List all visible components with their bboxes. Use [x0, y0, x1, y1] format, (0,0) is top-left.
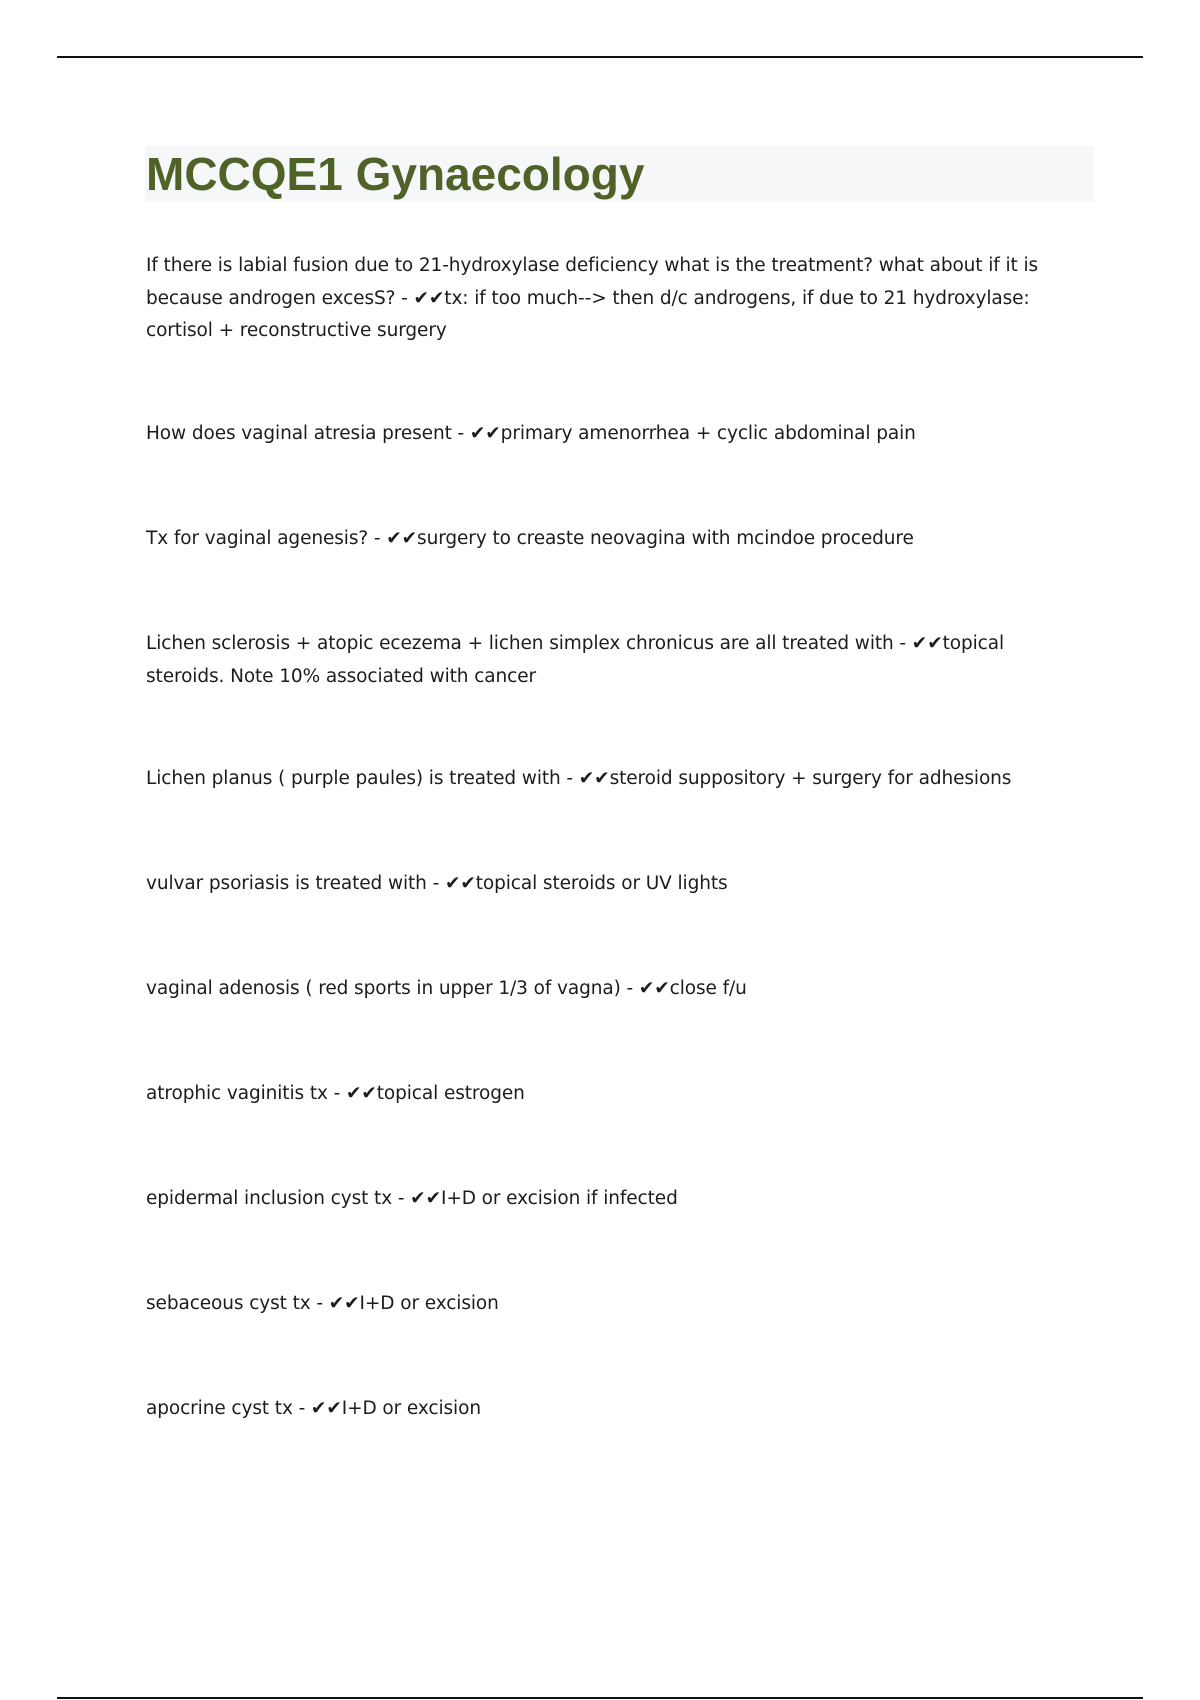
flashcard-item: How does vaginal atresia present - ✔✔primary amenorrhea + cyclic abdominal pain [146, 423, 916, 444]
flashcard-item: Tx for vaginal agenesis? - ✔✔surgery to creaste neovagina with mcindoe procedure [146, 528, 914, 549]
flashcard-item: apocrine cyst tx - ✔✔I+D or excision [146, 1398, 481, 1419]
flashcard-item: sebaceous cyst tx - ✔✔I+D or excision [146, 1293, 499, 1314]
flashcard-item: atrophic vaginitis tx - ✔✔topical estrogen [146, 1083, 525, 1104]
top-divider [57, 56, 1143, 58]
flashcard-item: If there is labial fusion due to 21-hydroxylase deficiency what is the treatment? what about if it is because androgen excesS? - ✔✔tx: if too much--> then d/c androgens, if due to 21 hydroxylase: cortisol + reconstructive surgery [146, 255, 1039, 341]
flashcard-item: vulvar psoriasis is treated with - ✔✔topical steroids or UV lights [146, 873, 728, 894]
bottom-divider [57, 1697, 1143, 1699]
flashcard-item: Lichen sclerosis + atopic ecezema + lichen simplex chronicus are all treated with - ✔✔topical steroids. Note 10% associated with cancer [146, 633, 1004, 687]
flashcard-item: epidermal inclusion cyst tx - ✔✔I+D or excision if infected [146, 1188, 678, 1209]
document-title: MCCQE1 Gynaecology [146, 148, 645, 200]
flashcard-item: vaginal adenosis ( red sports in upper 1/3 of vagna) - ✔✔close f/u [146, 978, 747, 999]
flashcard-item: Lichen planus ( purple paules) is treated with - ✔✔steroid suppository + surgery for adhesions [146, 768, 1012, 789]
